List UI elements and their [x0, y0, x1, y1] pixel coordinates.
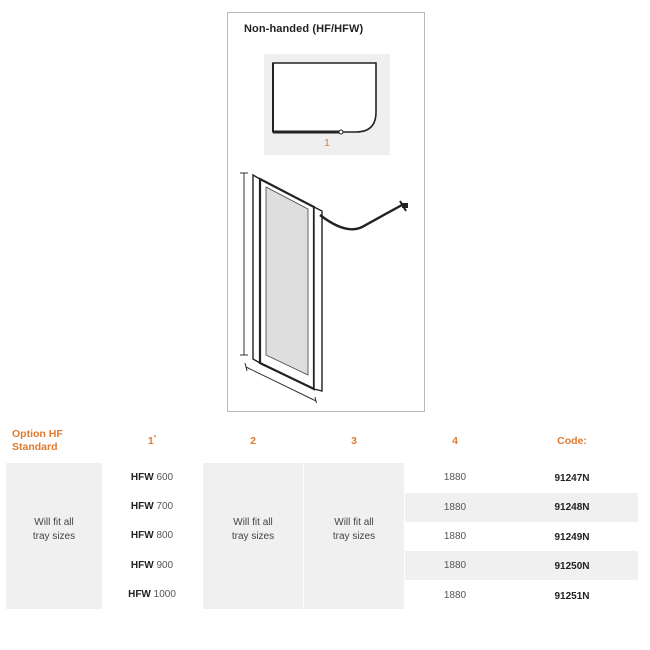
width-cell [102, 560, 202, 571]
width-value: 800 [156, 530, 174, 541]
model-label: HFW [130, 530, 154, 541]
width-value: 900 [156, 560, 174, 571]
width-cell [102, 530, 202, 541]
merged-col-3-line2: tray sizes [332, 531, 376, 542]
product-code: 91250N [554, 561, 590, 572]
width-value: 1000 [153, 589, 176, 600]
header-option [12, 428, 102, 466]
width-value: 600 [156, 472, 174, 483]
merged-col-2-line1: Will fit all [233, 517, 273, 528]
product-code: 91251N [554, 591, 590, 602]
merged-option-line1: Will fit all [34, 517, 74, 528]
header-col-1-label: 1 [147, 435, 154, 447]
product-code: 91248N [554, 502, 590, 513]
header-col-2: 2 [250, 435, 256, 447]
header-code: Code: [557, 435, 587, 447]
height-cell: 1880 [443, 472, 467, 483]
product-code: 91249N [554, 532, 590, 543]
card-title: Non-handed (HF/HFW) [244, 23, 364, 35]
width-cell [102, 501, 202, 512]
product-code: 91247N [554, 473, 590, 484]
model-label: HFW [128, 589, 151, 600]
header-col-1 [102, 435, 202, 473]
merged-option-cell [6, 463, 102, 609]
width-cell [102, 589, 202, 600]
model-label: HFW [130, 501, 154, 512]
width-cell [102, 472, 202, 483]
height-cell: 1880 [443, 502, 467, 513]
merged-col-3-line1: Will fit all [334, 517, 374, 528]
height-cell: 1880 [443, 560, 467, 571]
header-col-4: 4 [452, 435, 458, 447]
plan-dimension-label: 1 [324, 138, 330, 149]
model-label: HFW [130, 560, 154, 571]
header-option-line2: Standard [12, 441, 58, 453]
product-diagram-card [227, 12, 425, 412]
merged-option-line2: tray sizes [32, 531, 76, 542]
header-option-line1: Option HF [12, 428, 63, 440]
elevation-drawing [236, 163, 416, 403]
height-cell: 1880 [443, 590, 467, 601]
header-col-1-marker: * [153, 435, 157, 442]
header-col-3: 3 [351, 435, 357, 447]
height-cell: 1880 [443, 531, 467, 542]
model-label: HFW [130, 472, 154, 483]
elevation-view-diagram [236, 163, 416, 403]
merged-col-3-cell [304, 463, 404, 609]
width-value: 700 [156, 501, 174, 512]
merged-col-2-line2: tray sizes [231, 531, 275, 542]
plan-view-diagram [264, 54, 390, 155]
merged-col-2-cell [203, 463, 303, 609]
